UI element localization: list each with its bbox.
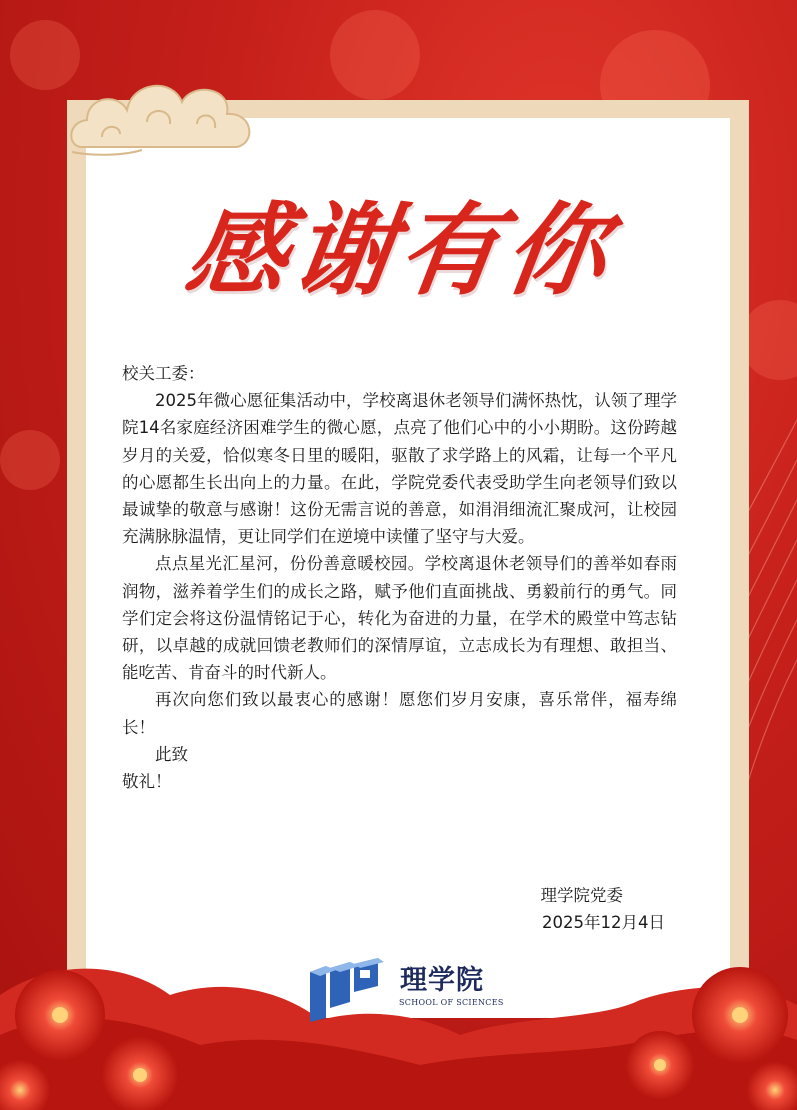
bokeh-light (330, 10, 420, 100)
paragraph-1: 2025年微心愿征集活动中，学校离退休老领导们满怀热忱，认领了理学院14名家庭经济困难学生的微心愿，点亮了他们心中的小小期盼。这份跨越岁月的关爱，恰似寒冬日里的暖阳，驱散了求学路上的风霜，让每一个平凡的心愿都生长出向上的力量。在此，学院党委代表受助学生向老领导们致以最诚挚的敬意与感谢！这份无需言说的善意，如涓涓细流汇聚成河，让校园充满脉脉温情，更让同学们在逆境中读懂了坚守与大爱。 (122, 391, 677, 547)
school-logo-icon (304, 952, 384, 1024)
closing-jingli: 敬礼！ (122, 772, 172, 792)
school-name-en: SCHOOL OF SCIENCES (399, 998, 504, 1007)
school-name-cn: 理学院 (400, 965, 484, 996)
bokeh-light (0, 430, 60, 490)
page-title: 感谢有你 (179, 191, 621, 309)
paragraph-3: 再次向您们致以最衷心的感谢！愿您们岁月安康，喜乐常伴，福寿绵长！ (122, 690, 677, 737)
school-logo (304, 952, 504, 1024)
signature-date: 2025年12月4日 (542, 913, 665, 932)
letter-body (122, 360, 677, 795)
salutation: 校关工委： (122, 364, 205, 383)
paragraph-2: 点点星光汇星河，份份善意暖校园。学校离退休老领导们的善举如春雨润物，滋养着学生们的成长之路，赋予他们直面挑战、勇毅前行的勇气。同学们定会将这份温情铭记于心，转化为奋进的力量，在学术的殿堂中笃志钻研，以卓越的成就回馈老教师们的深情厚谊，立志成长为有理想、敢担当、能吃苦、肯奋斗的时代新人。 (122, 554, 677, 683)
closing-cizhi: 此致 (155, 744, 188, 764)
signature-org: 理学院党委 (540, 886, 623, 905)
calligraphy-title (150, 165, 650, 335)
auspicious-cloud-icon (62, 52, 272, 162)
